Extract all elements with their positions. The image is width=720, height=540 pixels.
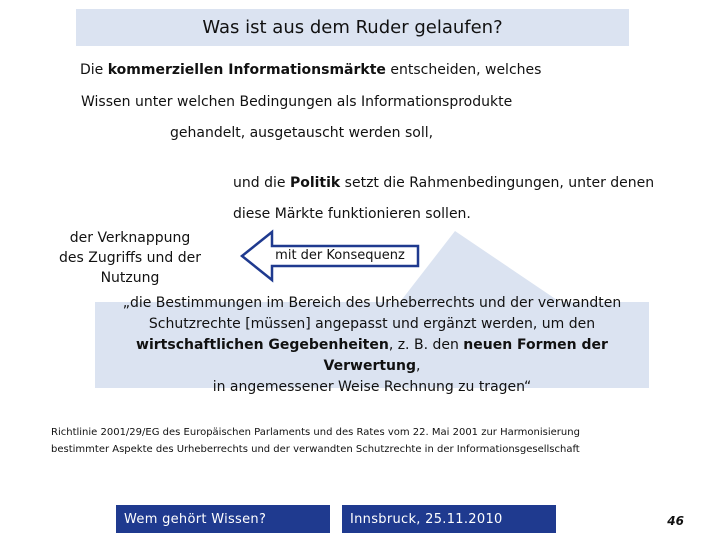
quote-emphasis-2: neuen Formen der Verwertung: [323, 336, 608, 374]
quote-line-1: „die Bestimmungen im Bereich des Urheberrechts und der verwandten: [122, 294, 622, 311]
text-line-1-start: Die: [80, 62, 108, 78]
footer-title: Wem gehört Wissen?: [124, 511, 267, 527]
left-note-line-1: der Verknappung: [69, 230, 191, 246]
footer-title-box: [116, 505, 330, 533]
footer-date: Innsbruck, 25.11.2010: [350, 511, 503, 527]
left-note-line-3: Nutzung: [100, 270, 160, 286]
quote-line-3-mid: , z. B. den: [388, 336, 464, 353]
arrow-label: mit der Konsequenz: [275, 248, 405, 263]
slide-title: Was ist aus dem Ruder gelaufen?: [202, 17, 503, 38]
citation-line-2: bestimmter Aspekte des Urheberrechts und der verwandten Schutzrechte in der Informationsgesellschaft: [51, 444, 580, 455]
text-line-4-end: setzt die Rahmenbedingungen, unter denen: [340, 175, 655, 191]
quote-line-3-end: ,: [416, 357, 421, 374]
quote-emphasis-1: wirtschaftlichen Gegebenheiten: [136, 336, 389, 353]
text-line-2: Wissen unter welchen Bedingungen als Informationsprodukte: [81, 94, 513, 110]
text-line-5: diese Märkte funktionieren sollen.: [233, 206, 471, 222]
text-line-4-start: und die: [233, 175, 290, 191]
text-line-1-end: entscheiden, welches: [385, 62, 542, 78]
quote-line-4: in angemessener Weise Rechnung zu tragen“: [212, 378, 532, 395]
text-line-1-emphasis: kommerziellen Informationsmärkte: [107, 62, 386, 78]
text-line-3: gehandelt, ausgetauscht werden soll,: [170, 125, 434, 141]
left-note-line-2: des Zugriffs und der: [59, 250, 201, 266]
page-number: 46: [667, 514, 684, 528]
citation: [51, 424, 671, 458]
citation-line-1: Richtlinie 2001/29/EG des Europäischen Parlaments und des Rates vom 22. Mai 2001 zur Harmonisierung: [51, 427, 580, 438]
quote-line-2: Schutzrechte [müssen] angepasst und ergänzt werden, um den: [148, 315, 596, 332]
footer-date-box: [342, 505, 556, 533]
text-line-4-emphasis: Politik: [289, 175, 341, 191]
